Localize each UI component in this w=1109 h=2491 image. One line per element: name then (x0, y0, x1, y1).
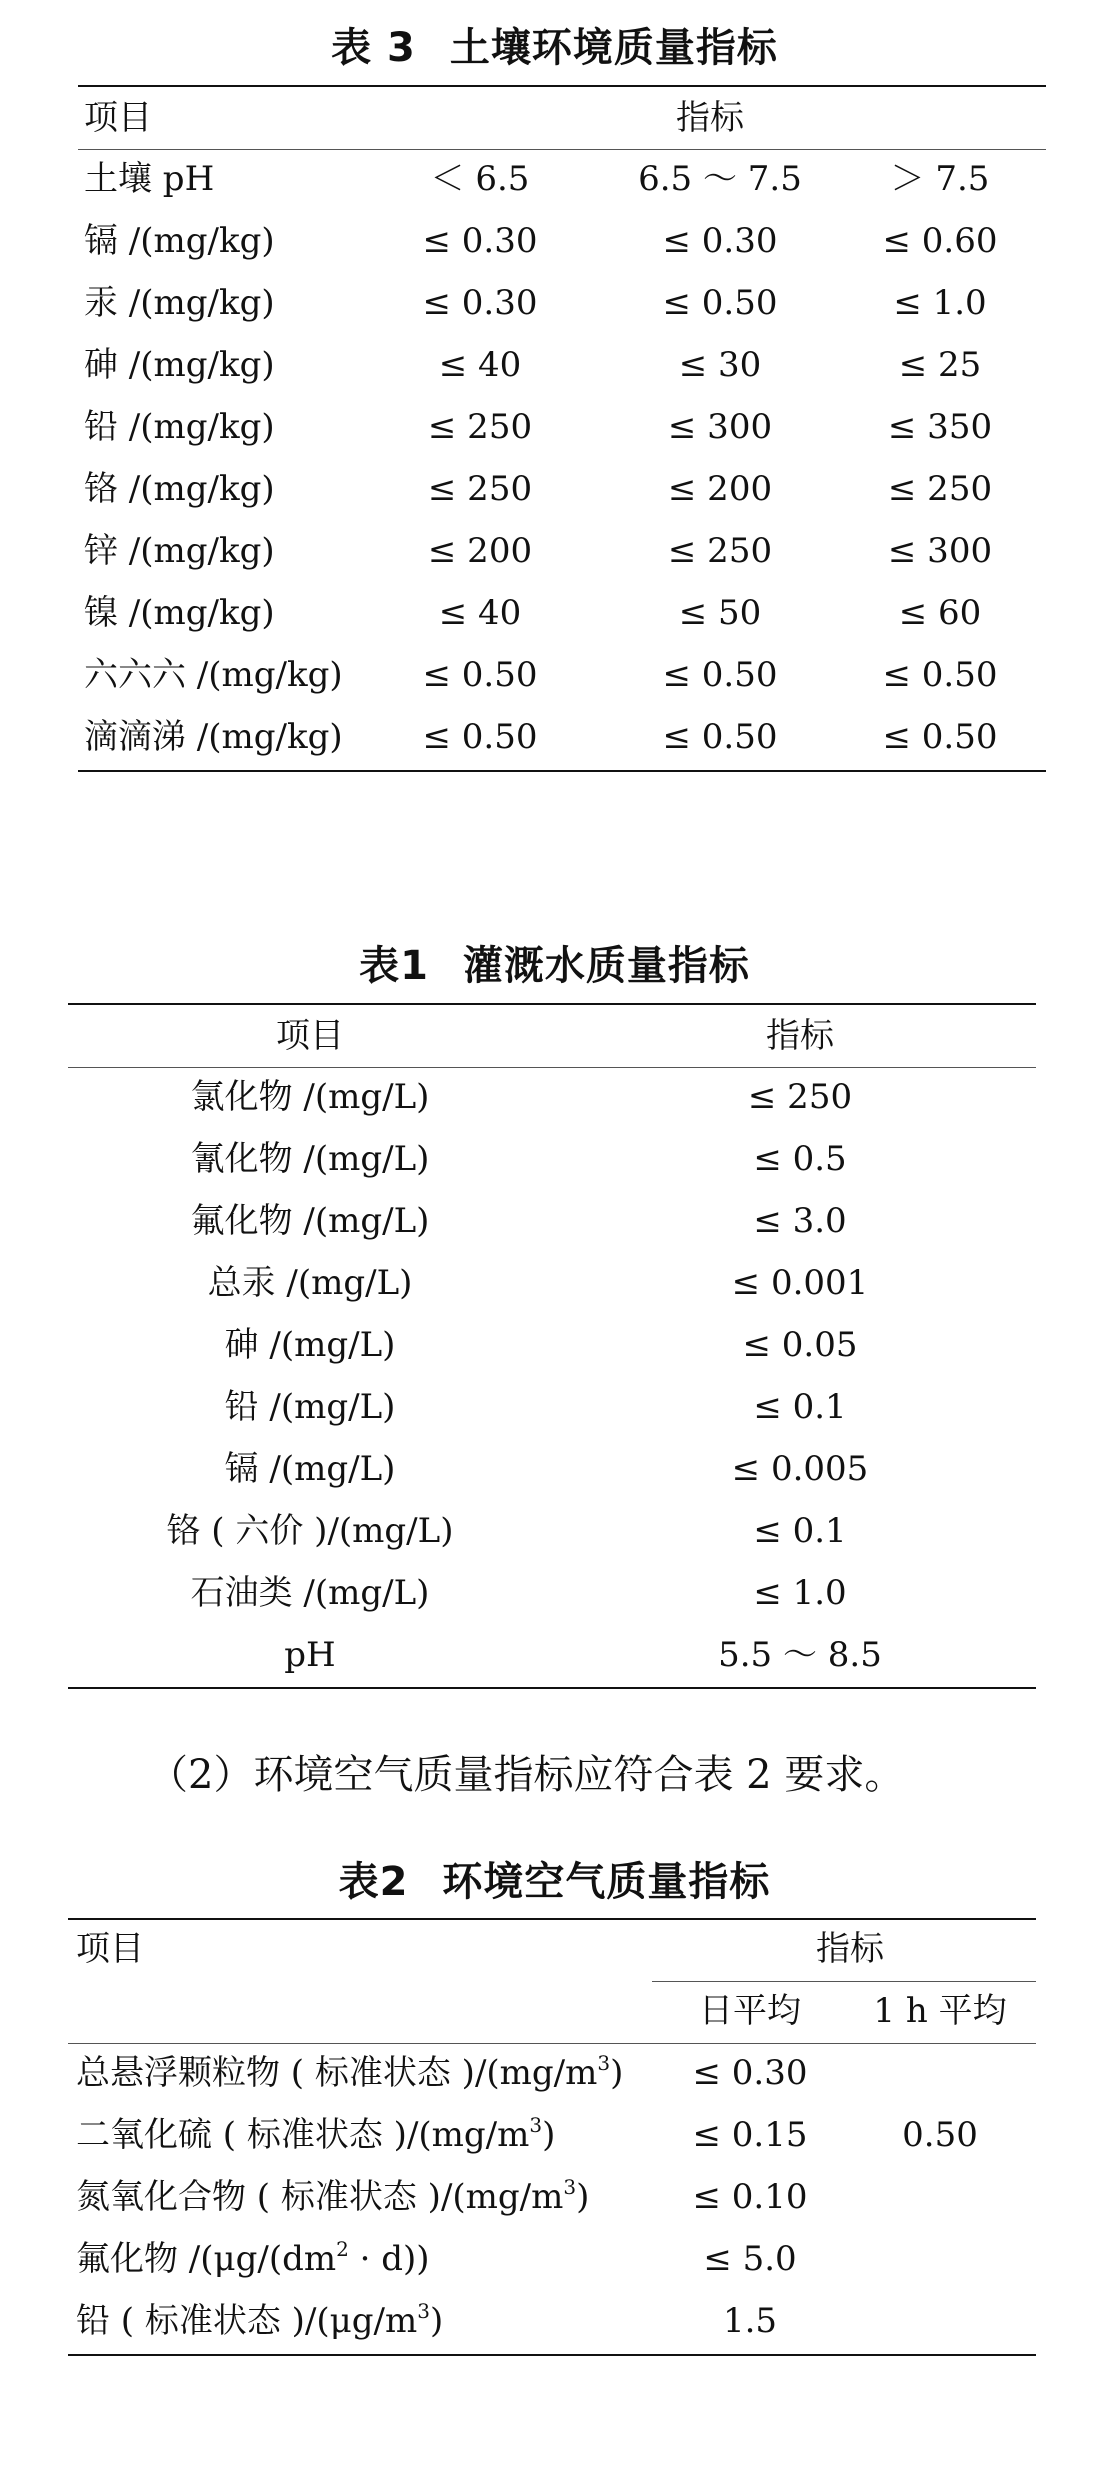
table3-header-item: 项目 (84, 98, 152, 138)
table2-header-item: 项目 (76, 1929, 144, 1969)
table1-row-name: 铬 ( 六价 )/(mg/L) (166, 1511, 454, 1551)
table1-row-value: ≤ 3.0 (753, 1201, 847, 1241)
table3-row-name: 滴滴涕 /(mg/kg) (84, 717, 343, 757)
table3-cell: ≤ 0.50 (662, 655, 778, 695)
table3-cell: ≤ 0.50 (882, 717, 998, 757)
table3-cell: ≤ 250 (667, 531, 773, 571)
table3-cell: ≤ 300 (667, 407, 773, 447)
table3-row-name: 锌 /(mg/kg) (84, 531, 275, 571)
table3-row-name: 砷 /(mg/kg) (84, 345, 275, 385)
table2-row-name: 总悬浮颗粒物 ( 标准状态 )$/(mg/m^3)$ (76, 2051, 624, 2093)
table3-cell: ≤ 0.30 (662, 221, 778, 261)
table2-title (0, 1856, 1109, 1908)
table3-cell: ≤ 0.60 (882, 221, 998, 261)
table1-row-value: 5.5 ～ 8.5 (718, 1635, 882, 1675)
table3-cell: ≤ 0.30 (422, 283, 538, 323)
table1-row-value: ≤ 0.1 (753, 1511, 847, 1551)
table1-row-name: 镉 /(mg/L) (224, 1449, 396, 1489)
table3-cell: ≤ 0.50 (422, 717, 538, 757)
table1-row-value: ≤ 0.001 (731, 1263, 869, 1303)
body-paragraph: （2）环境空气质量指标应符合表 2 要求。 (148, 1752, 905, 1798)
table2-row-daily: ≤ 5.0 (703, 2239, 797, 2279)
table1-row-name: 氟化物 /(mg/L) (190, 1201, 430, 1241)
table2-header-hourly: 1 h 平均 (873, 1991, 1007, 2031)
table2-row-name: 氮氧化合物 ( 标准状态 )$/(mg/m^3)$ (76, 2175, 590, 2217)
table1-header-index: 指标 (766, 1016, 834, 1056)
table3-cell: ≤ 200 (667, 469, 773, 509)
table1-header-item: 项目 (276, 1016, 344, 1056)
table3-title-text: 土壤环境质量指标 (449, 25, 778, 71)
table3-cell: ＜ 6.5 (430, 159, 530, 199)
table1-row-value: ≤ 250 (747, 1077, 853, 1117)
table1-row-value: ≤ 1.0 (753, 1573, 847, 1613)
table3-cell: ≤ 250 (887, 469, 993, 509)
table1-row-name: 氰化物 /(mg/L) (190, 1139, 430, 1179)
table2-row-name: 铅 ( 标准状态 )$/(\mu g/m^3)$ (76, 2299, 444, 2341)
table1-row-value: ≤ 0.1 (753, 1387, 847, 1427)
table3-cell: ≤ 0.50 (662, 283, 778, 323)
table1-row-name: pH (284, 1635, 336, 1675)
table3-cell: ＞ 7.5 (890, 159, 990, 199)
table2-row-name: 氟化物 $/(\mu g/(dm^2 \cdot d))$ (76, 2237, 430, 2279)
table2-title-number: 表2 (338, 1859, 409, 1905)
table2-bottom-rule (68, 2354, 1036, 2356)
table1-row-value: ≤ 0.005 (731, 1449, 869, 1489)
table3-cell: ≤ 30 (678, 345, 762, 385)
table2-hourly-value: 0.50 (902, 2115, 978, 2155)
table3-cell: ≤ 0.50 (882, 655, 998, 695)
table1-row-name: 石油类 /(mg/L) (190, 1573, 430, 1613)
table3-cell: ≤ 0.30 (422, 221, 538, 261)
table3-cell: ≤ 50 (678, 593, 762, 633)
table3-cell: ≤ 0.50 (422, 655, 538, 695)
table2-row-name: 二氧化硫 ( 标准状态 )$/(mg/m^3)$ (76, 2113, 556, 2155)
table3-row-name: 铬 /(mg/kg) (84, 469, 275, 509)
table1-title (0, 940, 1109, 992)
table1-title-number: 表1 (359, 943, 429, 989)
table3-header-index: 指标 (676, 98, 744, 138)
table3-cell: ≤ 250 (427, 469, 533, 509)
table1-row-value: ≤ 0.05 (742, 1325, 858, 1365)
table2-row-daily: 1.5 (722, 2301, 778, 2341)
table3-cell: ≤ 40 (438, 593, 522, 633)
table3-cell: ≤ 200 (427, 531, 533, 571)
table2-header-daily: 日平均 (699, 1991, 801, 2031)
table3-row-name: 汞 /(mg/kg) (84, 283, 275, 323)
table3-cell: ≤ 1.0 (893, 283, 987, 323)
table3-bottom-rule (78, 770, 1046, 772)
table3-row-name: 六六六 /(mg/kg) (84, 655, 343, 695)
table3-row-name: 镍 /(mg/kg) (84, 593, 275, 633)
table2-title-text: 环境空气质量指标 (442, 1859, 771, 1905)
table2-header-index: 指标 (816, 1929, 884, 1969)
table3-title-number: 表 3 (331, 25, 416, 71)
table2-row-daily: ≤ 0.15 (692, 2115, 808, 2155)
table3-cell: ≤ 0.50 (662, 717, 778, 757)
table1-row-name: 氯化物 /(mg/L) (190, 1077, 430, 1117)
table1-row-value: ≤ 0.5 (753, 1139, 847, 1179)
table3-row-name: 土壤 pH (84, 159, 215, 199)
table3-row-name: 铅 /(mg/kg) (84, 407, 275, 447)
table3-row-name: 镉 /(mg/kg) (84, 221, 275, 261)
table1-row-name: 铅 /(mg/L) (224, 1387, 396, 1427)
table3-cell: ≤ 40 (438, 345, 522, 385)
table3-cell: 6.5 ～ 7.5 (638, 159, 802, 199)
table3-cell: ≤ 300 (887, 531, 993, 571)
table3-cell: ≤ 25 (898, 345, 982, 385)
table1-bottom-rule (68, 1687, 1036, 1689)
table1-title-text: 灌溉水质量指标 (462, 943, 750, 989)
table3-title (0, 22, 1109, 74)
table3-cell: ≤ 60 (898, 593, 982, 633)
table3-cell: ≤ 250 (427, 407, 533, 447)
table3-cell: ≤ 350 (887, 407, 993, 447)
table1-row-name: 砷 /(mg/L) (224, 1325, 396, 1365)
table1-row-name: 总汞 /(mg/L) (207, 1263, 413, 1303)
table2-row-daily: ≤ 0.30 (692, 2053, 808, 2093)
table2-row-daily: ≤ 0.10 (692, 2177, 808, 2217)
